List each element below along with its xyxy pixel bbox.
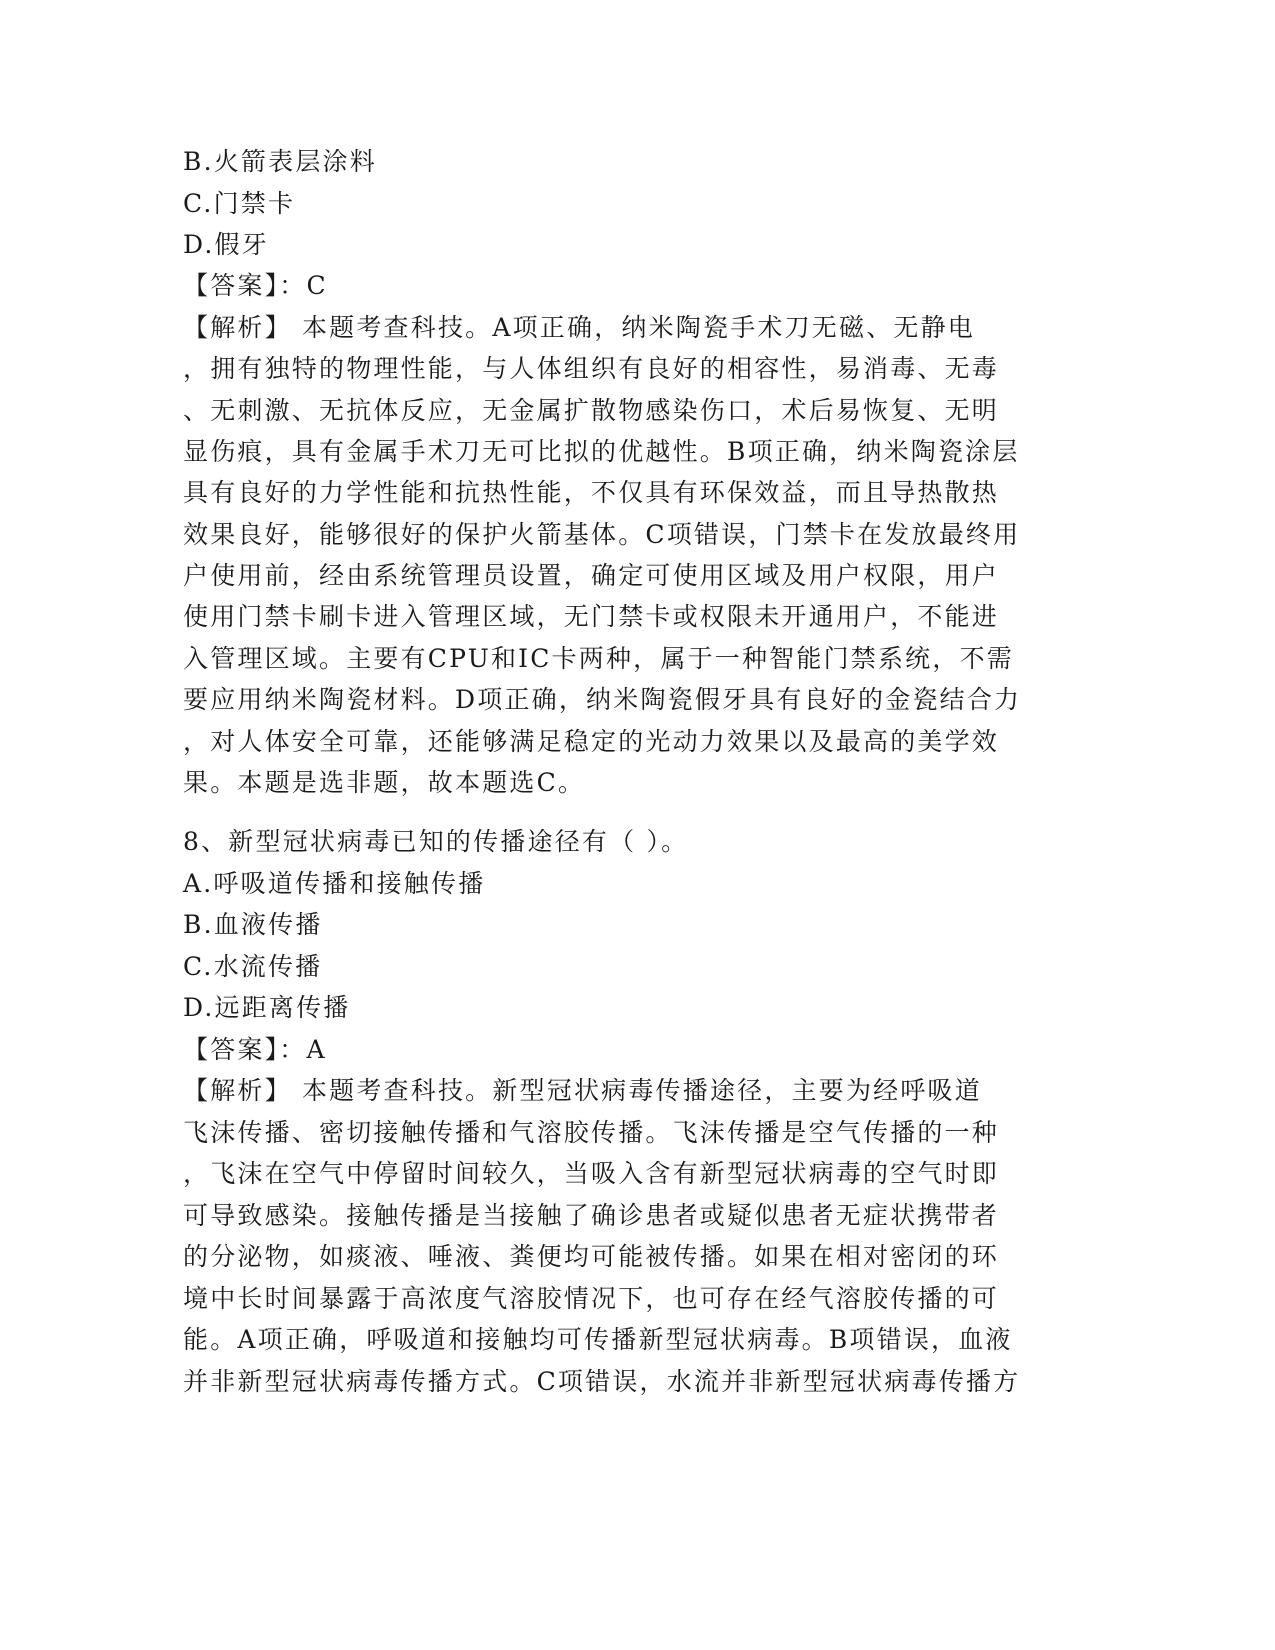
q7-answer: 【答案】：C [183, 271, 328, 300]
q8-question: 8、新型冠状病毒已知的传播途径有（ ）。 [183, 827, 689, 856]
q7-analysis-line: 果。本题是选非题，故本题选C。 [183, 768, 586, 797]
q7-analysis-line: 显伤痕，具有金属手术刀无可比拟的优越性。B项正确，纳米陶瓷涂层 [183, 437, 1020, 466]
q7-analysis-line: 、无刺激、无抗体反应，无金属扩散物感染伤口，术后易恢复、无明 [183, 396, 1000, 425]
q8-analysis-line: 能。A项正确，呼吸道和接触均可传播新型冠状病毒。B项错误，血液 [183, 1325, 1013, 1354]
q7-analysis-line: 户使用前，经由系统管理员设置，确定可使用区域及用户权限，用户 [183, 561, 1000, 590]
q8-analysis-line: 可导致感染。接触传播是当接触了确诊患者或疑似患者无症状携带者 [183, 1201, 1000, 1230]
q8-analysis-line: 的分泌物，如痰液、唾液、粪便均可能被传播。如果在相对密闭的环 [183, 1242, 1000, 1271]
q8-analysis-line: ，飞沫在空气中停留时间较久，当吸入含有新型冠状病毒的空气时即 [183, 1159, 1000, 1188]
q8-answer: 【答案】：A [183, 1035, 327, 1064]
q8-option-c: C.水流传播 [183, 952, 323, 981]
q7-analysis-line: 具有良好的力学性能和抗热性能，不仅具有环保效益，而且导热散热 [183, 478, 1000, 507]
q7-option-c: C.门禁卡 [183, 189, 296, 218]
q7-analysis-line: 入管理区域。主要有CPU和IC卡两种，属于一种智能门禁系统，不需 [183, 644, 1014, 673]
q7-analysis-line: 【解析】 本题考查科技。A项正确，纳米陶瓷手术刀无磁、无静电 [183, 313, 976, 342]
q7-analysis-line: ，对人体安全可靠，还能够满足稳定的光动力效果以及最高的美学效 [183, 727, 1000, 756]
q8-analysis-line: 【解析】 本题考查科技。新型冠状病毒传播途径，主要为经呼吸道 [183, 1076, 982, 1105]
q8-analysis-line: 境中长时间暴露于高浓度气溶胶情况下，也可存在经气溶胶传播的可 [183, 1284, 1000, 1313]
q8-option-a: A.呼吸道传播和接触传播 [183, 869, 486, 898]
q7-analysis-line: ，拥有独特的物理性能，与人体组织有良好的相容性，易消毒、无毒 [183, 354, 1000, 383]
q8-option-d: D.远距离传播 [183, 993, 351, 1022]
q7-analysis-line: 效果良好，能够很好的保护火箭基体。C项错误，门禁卡在发放最终用 [183, 520, 1021, 549]
q7-option-b: B.火箭表层涂料 [183, 147, 377, 176]
q8-analysis-line: 并非新型冠状病毒传播方式。C项错误，水流并非新型冠状病毒传播方 [183, 1367, 1021, 1396]
q8-option-b: B.血液传播 [183, 910, 323, 939]
q7-analysis-line: 使用门禁卡刷卡进入管理区域，无门禁卡或权限未开通用户，不能进 [183, 602, 1000, 631]
q7-option-d: D.假牙 [183, 230, 269, 259]
q7-analysis-line: 要应用纳米陶瓷材料。D项正确，纳米陶瓷假牙具有良好的金瓷结合力 [183, 685, 1022, 714]
q8-analysis-line: 飞沫传播、密切接触传播和气溶胶传播。飞沫传播是空气传播的一种 [183, 1118, 1000, 1147]
